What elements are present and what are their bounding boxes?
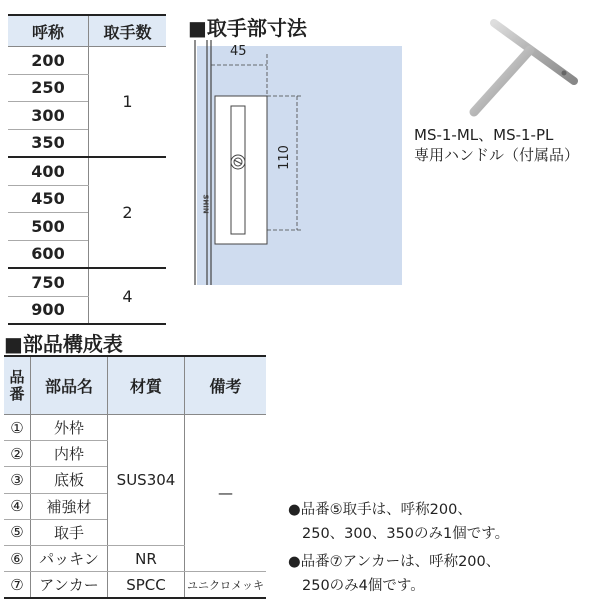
size-cell: 750 <box>8 268 89 296</box>
size-cell: 600 <box>8 240 89 268</box>
parts-section-title: ■部品構成表 <box>4 332 123 356</box>
part-no: ② <box>4 441 31 467</box>
material-cell: SPCC <box>108 572 185 599</box>
size-table <box>8 14 166 325</box>
header-part-name: 部品名 <box>31 356 108 415</box>
part-name: パッキン <box>31 545 108 571</box>
count-cell: 2 <box>89 157 167 268</box>
count-cell: 1 <box>89 47 167 158</box>
material-cell: SUS304 <box>108 415 185 546</box>
size-cell: 250 <box>8 74 89 102</box>
size-cell: 400 <box>8 157 89 185</box>
size-cell: 200 <box>8 47 89 75</box>
note-anchor <box>288 550 500 598</box>
dimension-height-label: 110 <box>276 145 292 170</box>
part-name: 底板 <box>31 467 108 493</box>
header-size: 呼称 <box>8 15 89 47</box>
material-cell: NR <box>108 545 185 571</box>
part-name: 内枠 <box>31 441 108 467</box>
note-handle-line1: ●品番⑤取手は、呼称200、 <box>288 502 472 518</box>
header-handle-count: 取手数 <box>89 15 167 47</box>
part-name: アンカー <box>31 572 108 599</box>
part-name: 外枠 <box>31 415 108 441</box>
header-remarks: 備考 <box>185 356 267 415</box>
size-cell: 300 <box>8 102 89 130</box>
header-part-no: 品番 <box>4 356 31 415</box>
tool-caption <box>414 125 579 165</box>
size-cell: 900 <box>8 296 89 324</box>
count-cell: 4 <box>89 268 167 324</box>
part-no: ① <box>4 415 31 441</box>
handle-dimension-drawing <box>185 40 410 285</box>
part-no: ⑤ <box>4 519 31 545</box>
tool-caption-line2: 専用ハンドル（付属品） <box>414 146 580 164</box>
note-anchor-line2: 250のみ4個です。 <box>302 578 425 594</box>
header-material: 材質 <box>108 356 185 415</box>
part-no: ⑦ <box>4 572 31 599</box>
parts-table <box>4 355 266 599</box>
part-name: 補強材 <box>31 493 108 519</box>
remarks-cell: ユニクロメッキ <box>185 572 267 599</box>
note-anchor-line1: ●品番⑦アンカーは、呼称200、 <box>288 554 501 570</box>
part-no: ⑥ <box>4 545 31 571</box>
t-handle-tool-image <box>460 18 580 118</box>
remarks-cell: — <box>185 415 267 572</box>
size-cell: 450 <box>8 185 89 213</box>
manufacturer-stamp: SHIN <box>201 194 210 214</box>
size-cell: 350 <box>8 129 89 157</box>
part-no: ③ <box>4 467 31 493</box>
size-cell: 500 <box>8 213 89 241</box>
note-handle <box>288 498 509 546</box>
part-name: 取手 <box>31 519 108 545</box>
handle-dimension-title: ■取手部寸法 <box>188 16 307 40</box>
part-no: ④ <box>4 493 31 519</box>
note-handle-line2: 250、300、350のみ1個です。 <box>302 526 510 542</box>
tool-caption-line1: MS-1-ML、MS-1-PL <box>414 126 554 144</box>
dimension-width-label: 45 <box>230 44 247 59</box>
